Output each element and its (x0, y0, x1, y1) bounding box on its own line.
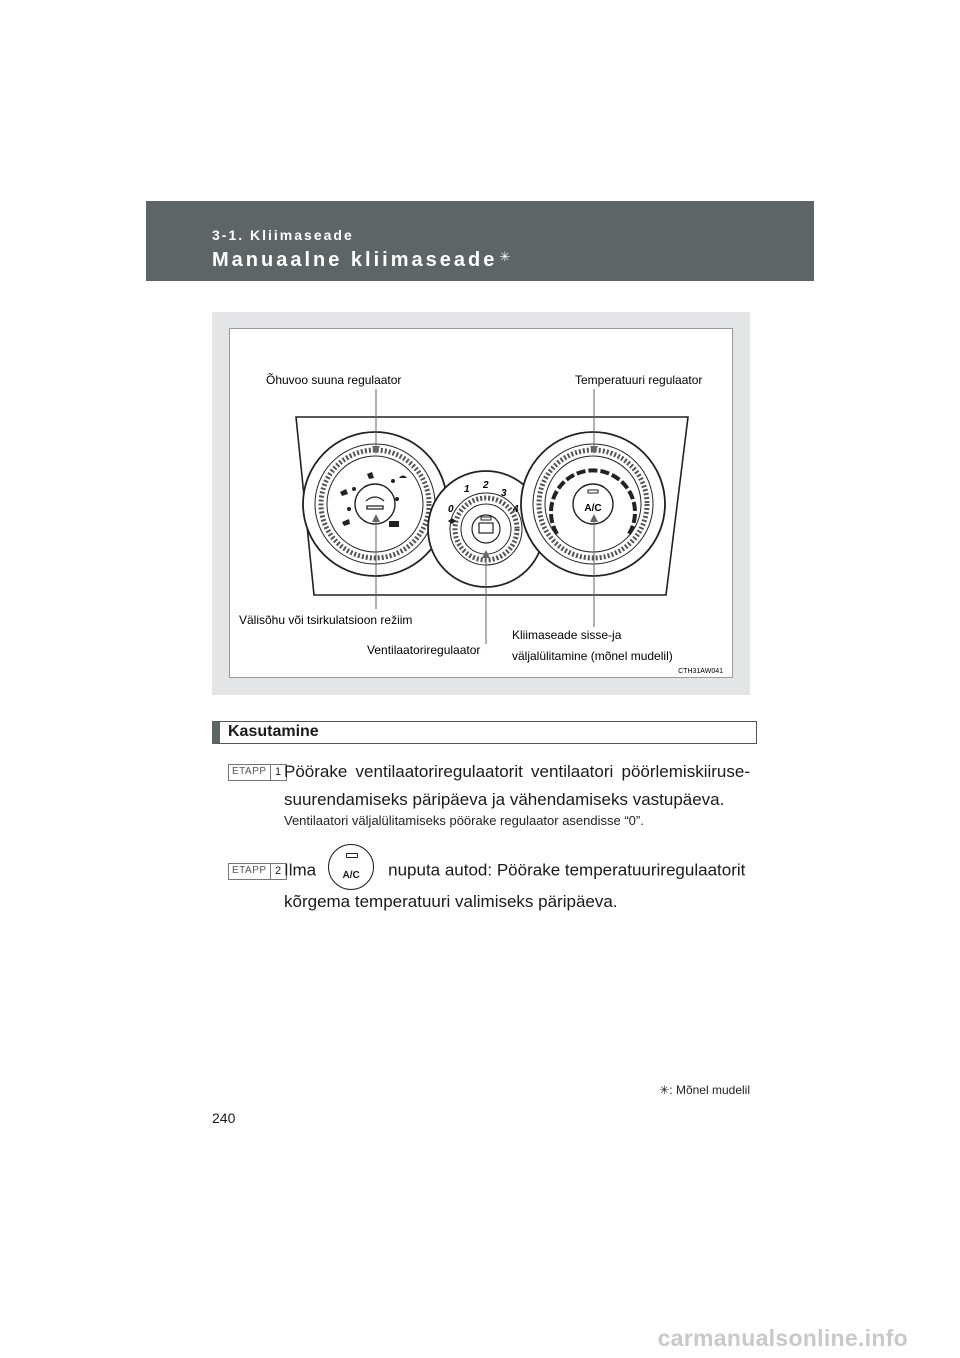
ac-button-icon (328, 844, 374, 890)
step-1-badge-label: ETAPP (232, 766, 267, 777)
step-2-text-before: Ilma (284, 860, 317, 880)
step-1-note: Ventilaatori väljalülitamiseks pöörake regulaator asendisse “0”. (284, 813, 644, 828)
page-number: 240 (212, 1110, 236, 1126)
step-1-badge (228, 764, 287, 781)
ac-icon-label: A/C (342, 870, 360, 881)
step-2-text-after: nuputa autod: Pöörake temperatuuriregulaatorit (388, 860, 746, 880)
figure-panel (212, 312, 750, 695)
rear-defogger-button (472, 515, 500, 543)
page-title (212, 249, 510, 272)
watermark: carmanualsonline.info (657, 1325, 908, 1351)
fan-speed-0: 0 (448, 504, 454, 515)
label-ac-line1: Kliimaseade sisse-ja (512, 628, 622, 642)
title-text: Manuaalne kliimaseade (212, 249, 498, 271)
chapter-header (146, 201, 814, 281)
section-heading-text: Kasutamine (228, 723, 319, 740)
step-1-badge-number: 1 (270, 765, 286, 780)
fan-speed-1: 1 (464, 484, 470, 495)
fan-speed-3: 3 (501, 488, 507, 499)
step-2-badge (228, 863, 287, 880)
label-air-direction: Õhuvoo suuna regulaator (266, 373, 402, 387)
step-2-badge-label: ETAPP (232, 865, 267, 876)
fan-speed-2: 2 (483, 480, 489, 491)
step-2-line2: kõrgema temperatuuri valimiseks päripäeva. (284, 892, 618, 911)
footnote: ✳: Mõnel mudelil (659, 1083, 750, 1097)
ac-led-icon (346, 853, 358, 858)
climate-control-illustration (230, 329, 732, 677)
label-ac-line2: väljalülitamine (mõnel mudelil) (512, 649, 673, 663)
fan-speed-4: 4 (513, 504, 519, 515)
figure-frame (229, 328, 733, 678)
section-heading (212, 721, 757, 744)
step-2-badge-number: 2 (270, 864, 286, 879)
step-1-text: Pöörake ventilaatoriregulaatorit ventilaatori pöörlemiskiiruse- suurendamiseks päripäeva ja vähendamiseks vastupäeva. (284, 762, 750, 809)
label-temperature: Temperatuuri regulaator (575, 373, 703, 387)
label-fan: Ventilaatoriregulaator (367, 643, 481, 657)
label-recirculation: Välisõhu või tsirkulatsioon režiim (239, 613, 413, 627)
asterisk-mark: ✳ (499, 249, 511, 264)
section-label: 3-1. Kliimaseade (212, 227, 354, 243)
ac-button-label: A/C (584, 503, 602, 514)
figure-code: CTH31AW041 (678, 668, 723, 675)
